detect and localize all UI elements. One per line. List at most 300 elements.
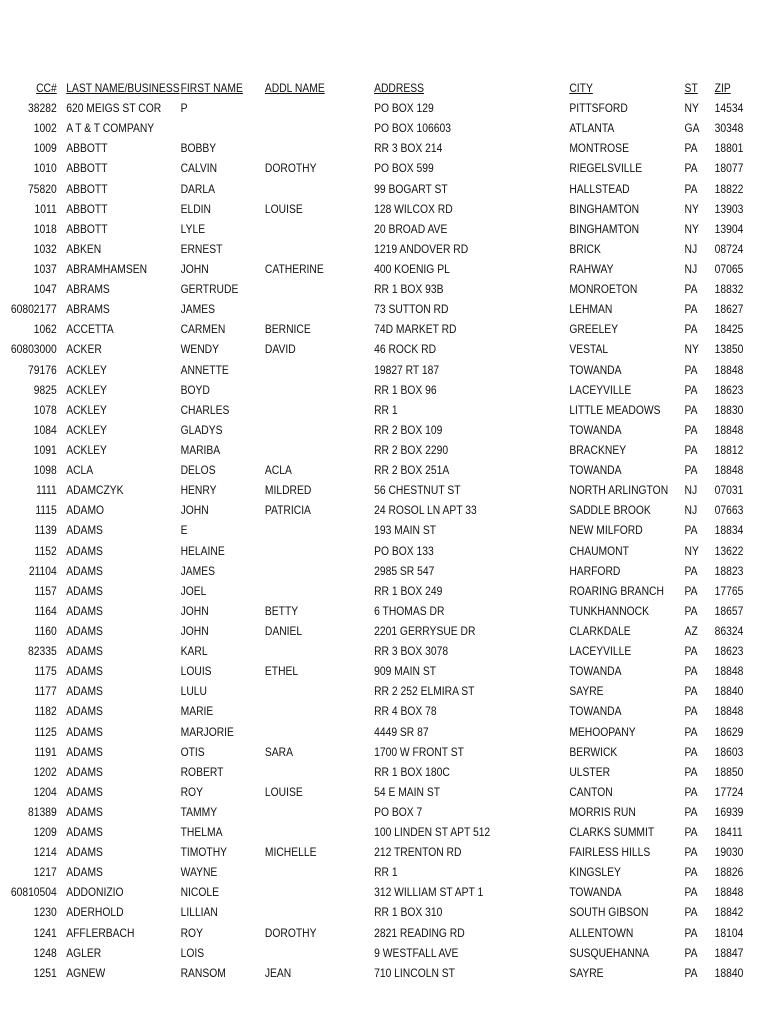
last-name-cell: ADAMS (66, 825, 103, 840)
state-cell: PA (684, 603, 698, 618)
zip-cell: 18840 (714, 684, 744, 699)
first-name-cell: ROBERT (180, 764, 224, 779)
address-cell: 128 WILCOX RD (374, 201, 453, 216)
city-cell: TOWANDA (569, 664, 622, 679)
city-cell: HARFORD (569, 563, 621, 578)
cc-cell: 82335 (28, 644, 57, 659)
cc-cell: 1125 (34, 724, 57, 739)
first-name-cell: JAMES (180, 563, 216, 578)
table-row (0, 460, 744, 480)
zip-cell: 18657 (714, 603, 744, 618)
city-cell: TOWANDA (569, 463, 622, 478)
cc-cell: 1018 (33, 221, 57, 236)
table-row (0, 98, 744, 118)
table-row (0, 762, 744, 782)
last-name-cell: ADAMS (66, 563, 103, 578)
zip-cell: 18834 (714, 523, 744, 538)
table-row (0, 882, 744, 902)
cc-cell: 1062 (33, 322, 57, 337)
last-name-cell: ADAMS (66, 704, 103, 719)
address-cell: 312 WILLIAM ST APT 1 (374, 885, 484, 900)
first-name-cell: OTIS (180, 744, 205, 759)
table-row (0, 199, 744, 219)
city-cell: TOWANDA (569, 885, 622, 900)
cc-cell: 1182 (34, 704, 57, 719)
address-cell: 19827 RT 187 (374, 362, 440, 377)
zip-cell: 07663 (714, 503, 744, 518)
state-cell: PA (684, 664, 698, 679)
last-name-cell: ABBOTT (66, 181, 108, 196)
last-name-cell: ABKEN (66, 241, 102, 256)
address-cell: RR 2 BOX 251A (374, 463, 450, 478)
header-last-name: LAST NAME/BUSINESS (66, 81, 180, 95)
state-cell: PA (684, 402, 698, 417)
zip-cell: 18425 (714, 322, 744, 337)
first-name-cell: WENDY (180, 342, 220, 357)
zip-cell: 18848 (714, 463, 744, 478)
table-row (0, 380, 744, 400)
first-name-cell: MARJORIE (180, 724, 234, 739)
address-cell: RR 3 BOX 214 (374, 141, 443, 156)
address-cell: 4449 SR 87 (374, 724, 429, 739)
address-cell: RR 1 BOX 96 (374, 382, 437, 397)
first-name-cell: ANNETTE (180, 362, 229, 377)
first-name-cell: BOBBY (180, 141, 217, 156)
last-name-cell: ADAMO (66, 503, 105, 518)
city-cell: TOWANDA (569, 704, 622, 719)
first-name-cell: JOEL (180, 583, 207, 598)
table-row (0, 943, 744, 963)
last-name-cell: ABRAMS (66, 302, 110, 317)
cc-cell: 9825 (33, 382, 57, 397)
last-name-cell: ACCETTA (66, 322, 114, 337)
last-name-cell: ACKLEY (66, 442, 107, 457)
first-name-cell: ROY (180, 925, 203, 940)
zip-cell: 18847 (714, 945, 744, 960)
address-cell: 46 ROCK RD (374, 342, 437, 357)
addl-name-cell: BERNICE (264, 322, 311, 337)
cc-cell: 60810504 (10, 885, 57, 900)
address-cell: 1700 W FRONT ST (374, 744, 464, 759)
zip-cell: 18830 (714, 402, 744, 417)
city-cell: HALLSTEAD (569, 181, 630, 196)
last-name-cell: ADAMS (66, 644, 103, 659)
table-row (0, 219, 744, 239)
addl-name-cell: JEAN (264, 965, 292, 980)
table-body (0, 98, 744, 983)
state-cell: PA (684, 965, 698, 980)
addl-name-cell: DOROTHY (264, 925, 317, 940)
cc-cell: 1111 (36, 483, 57, 498)
addl-name-cell: DAVID (264, 342, 296, 357)
first-name-cell: TIMOTHY (180, 845, 228, 860)
header-row (0, 78, 731, 98)
address-cell: RR 1 (374, 402, 398, 417)
city-cell: PITTSFORD (569, 101, 628, 116)
zip-cell: 18623 (714, 644, 744, 659)
last-name-cell: ADAMS (66, 724, 103, 739)
cc-cell: 79176 (28, 362, 57, 377)
address-cell: 2985 SR 547 (374, 563, 435, 578)
address-cell: 54 E MAIN ST (374, 784, 441, 799)
last-name-cell: ADERHOLD (66, 905, 124, 920)
city-cell: NORTH ARLINGTON (569, 483, 669, 498)
first-name-cell: BOYD (180, 382, 210, 397)
cc-cell: 1009 (33, 141, 57, 156)
state-cell: PA (684, 141, 698, 156)
cc-cell: 1157 (34, 583, 57, 598)
first-name-cell: MARIE (180, 704, 214, 719)
address-cell: PO BOX 7 (374, 804, 423, 819)
address-cell: RR 1 BOX 249 (374, 583, 443, 598)
cc-cell: 1204 (33, 784, 57, 799)
address-cell: RR 4 BOX 78 (374, 704, 437, 719)
first-name-cell: LYLE (180, 221, 206, 236)
last-name-cell: ACKLEY (66, 422, 107, 437)
zip-cell: 86324 (714, 623, 744, 638)
address-cell: 6 THOMAS DR (374, 603, 445, 618)
state-cell: PA (684, 302, 698, 317)
cc-cell: 1037 (33, 261, 57, 276)
zip-cell: 13850 (714, 342, 744, 357)
first-name-cell: THELMA (180, 825, 223, 840)
city-cell: MEHOOPANY (569, 724, 636, 739)
table-row (0, 339, 744, 359)
first-name-cell: JOHN (180, 603, 209, 618)
city-cell: BINGHAMTON (569, 201, 640, 216)
state-cell: PA (684, 422, 698, 437)
cc-cell: 1002 (33, 121, 57, 136)
last-name-cell: AFFLERBACH (66, 925, 135, 940)
state-cell: NY (684, 543, 699, 558)
table-row (0, 822, 743, 842)
zip-cell: 07031 (714, 483, 744, 498)
cc-cell: 1164 (34, 603, 57, 618)
first-name-cell: E (180, 523, 188, 538)
address-cell: PO BOX 129 (374, 101, 434, 116)
state-cell: NY (684, 101, 699, 116)
header-address: ADDRESS (374, 81, 424, 95)
city-cell: TUNKHANNOCK (569, 603, 650, 618)
city-cell: SAYRE (569, 965, 604, 980)
last-name-cell: ADAMS (66, 603, 103, 618)
table-row (0, 138, 744, 158)
table-row (0, 963, 744, 983)
first-name-cell: LOIS (180, 945, 205, 960)
cc-cell: 1251 (33, 965, 57, 980)
address-cell: 2201 GERRYSUE DR (374, 623, 476, 638)
first-name-cell: KARL (180, 644, 208, 659)
last-name-cell: ACKER (66, 342, 102, 357)
state-cell: PA (684, 362, 698, 377)
last-name-cell: ADAMS (66, 764, 103, 779)
first-name-cell: ERNEST (180, 241, 223, 256)
city-cell: SAYRE (569, 684, 604, 699)
zip-cell: 18848 (714, 664, 744, 679)
first-name-cell: ROY (180, 784, 203, 799)
city-cell: KINGSLEY (569, 865, 621, 880)
table-row (0, 259, 744, 279)
table-row (0, 158, 744, 178)
cc-cell: 1098 (33, 463, 57, 478)
zip-cell: 13622 (714, 543, 744, 558)
first-name-cell: NICOLE (180, 885, 220, 900)
cc-cell: 1241 (33, 925, 57, 940)
state-cell: PA (684, 563, 698, 578)
state-cell: PA (684, 181, 698, 196)
cc-cell: 1191 (34, 744, 57, 759)
zip-cell: 18077 (714, 161, 744, 176)
address-cell: 9 WESTFALL AVE (374, 945, 459, 960)
last-name-cell: ADAMCZYK (66, 483, 124, 498)
zip-cell: 18848 (714, 704, 744, 719)
state-cell: GA (684, 121, 700, 136)
zip-cell: 18848 (714, 885, 744, 900)
cc-cell: 1248 (33, 945, 57, 960)
cc-cell: 1047 (33, 282, 57, 297)
first-name-cell: TAMMY (180, 804, 218, 819)
header-city: CITY (569, 81, 593, 95)
table-row (0, 581, 744, 601)
city-cell: BRACKNEY (569, 442, 627, 457)
city-cell: CANTON (569, 784, 613, 799)
table-row (0, 179, 744, 199)
first-name-cell: LULU (180, 684, 207, 699)
cc-cell: 1177 (34, 684, 57, 699)
city-cell: SADDLE BROOK (569, 503, 651, 518)
zip-cell: 18812 (714, 442, 744, 457)
first-name-cell: JOHN (180, 261, 209, 276)
directory-listing (0, 78, 744, 983)
cc-cell: 1230 (33, 905, 57, 920)
state-cell: PA (684, 724, 698, 739)
address-cell: 400 KOENIG PL (374, 261, 450, 276)
zip-cell: 30348 (714, 121, 744, 136)
addl-name-cell: DANIEL (264, 623, 303, 638)
state-cell: PA (684, 925, 698, 940)
state-cell: PA (684, 644, 698, 659)
first-name-cell: GERTRUDE (180, 282, 239, 297)
address-cell: RR 2 BOX 109 (374, 422, 443, 437)
zip-cell: 17765 (714, 583, 744, 598)
address-cell: PO BOX 599 (374, 161, 434, 176)
table-row (0, 319, 744, 339)
header-state: ST (684, 81, 698, 95)
cc-cell: 1152 (34, 543, 57, 558)
zip-cell: 18627 (714, 302, 744, 317)
last-name-cell: ADAMS (66, 804, 103, 819)
zip-cell: 18826 (714, 865, 744, 880)
table-row (0, 299, 744, 319)
table-row (0, 520, 744, 540)
zip-cell: 18629 (714, 724, 744, 739)
city-cell: LACEYVILLE (569, 382, 632, 397)
last-name-cell: ADAMS (66, 744, 103, 759)
table-row (0, 541, 744, 561)
addl-name-cell: LOUISE (264, 784, 303, 799)
state-cell: PA (684, 161, 698, 176)
first-name-cell: JOHN (180, 623, 209, 638)
addl-name-cell: LOUISE (264, 201, 303, 216)
zip-cell: 18623 (714, 382, 744, 397)
address-cell: PO BOX 133 (374, 543, 434, 558)
table-row (0, 561, 744, 581)
last-name-cell: ADAMS (66, 684, 103, 699)
table-row (0, 842, 744, 862)
header-addl-name: ADDL NAME (264, 81, 325, 95)
zip-cell: 16939 (714, 804, 744, 819)
table-row (0, 440, 744, 460)
city-cell: SOUTH GIBSON (569, 905, 649, 920)
state-cell: PA (684, 382, 698, 397)
address-cell: 100 LINDEN ST APT 512 (374, 825, 491, 840)
state-cell: PA (684, 704, 698, 719)
table-row (0, 661, 744, 681)
address-cell: 2821 READING RD (374, 925, 465, 940)
table-row (0, 923, 744, 943)
city-cell: TOWANDA (569, 422, 622, 437)
state-cell: NJ (684, 503, 698, 518)
last-name-cell: AGNEW (66, 965, 106, 980)
state-cell: PA (684, 764, 698, 779)
last-name-cell: ABBOTT (66, 201, 108, 216)
state-cell: NY (684, 342, 699, 357)
last-name-cell: ABBOTT (66, 161, 108, 176)
first-name-cell: RANSOM (180, 965, 226, 980)
cc-cell: 38282 (28, 101, 57, 116)
table-row (0, 621, 744, 641)
first-name-cell: DELOS (180, 463, 216, 478)
first-name-cell: LILLIAN (180, 905, 218, 920)
cc-cell: 1078 (33, 402, 57, 417)
table-row (0, 420, 744, 440)
state-cell: PA (684, 784, 698, 799)
address-cell: 24 ROSOL LN APT 33 (374, 503, 477, 518)
state-cell: PA (684, 905, 698, 920)
address-cell: 56 CHESTNUT ST (374, 483, 461, 498)
last-name-cell: ADAMS (66, 583, 103, 598)
city-cell: CLARKS SUMMIT (569, 825, 655, 840)
last-name-cell: ABBOTT (66, 141, 108, 156)
address-cell: RR 3 BOX 3078 (374, 644, 449, 659)
address-cell: RR 2 BOX 2290 (374, 442, 449, 457)
last-name-cell: ADAMS (66, 623, 103, 638)
addl-name-cell: BETTY (264, 603, 299, 618)
cc-cell: 60803000 (10, 342, 57, 357)
address-cell: 909 MAIN ST (374, 664, 437, 679)
addl-name-cell: DOROTHY (264, 161, 317, 176)
last-name-cell: ADAMS (66, 543, 103, 558)
cc-cell: 1084 (33, 422, 57, 437)
zip-cell: 18603 (714, 744, 744, 759)
zip-cell: 13904 (714, 221, 744, 236)
last-name-cell: ACLA (66, 463, 94, 478)
state-cell: PA (684, 744, 698, 759)
state-cell: PA (684, 463, 698, 478)
city-cell: ALLENTOWN (569, 925, 634, 940)
city-cell: RAHWAY (569, 261, 614, 276)
cc-cell: 1010 (33, 161, 57, 176)
first-name-cell: HENRY (180, 483, 217, 498)
state-cell: PA (684, 804, 698, 819)
zip-cell: 17724 (714, 784, 744, 799)
header-zip: ZIP (714, 81, 731, 95)
table-row (0, 722, 744, 742)
address-cell: 193 MAIN ST (374, 523, 437, 538)
city-cell: MONROETON (569, 282, 638, 297)
last-name-cell: AGLER (66, 945, 102, 960)
cc-cell: 1160 (34, 623, 57, 638)
table-row (0, 701, 744, 721)
address-cell: 1219 ANDOVER RD (374, 241, 469, 256)
address-cell: RR 1 (374, 865, 398, 880)
last-name-cell: ADAMS (66, 845, 103, 860)
state-cell: PA (684, 945, 698, 960)
cc-cell: 21104 (28, 563, 57, 578)
last-name-cell: ABRAMHAMSEN (66, 261, 148, 276)
header-first-name: FIRST NAME (180, 81, 243, 95)
state-cell: PA (684, 442, 698, 457)
city-cell: ROARING BRANCH (569, 583, 664, 598)
addl-name-cell: PATRICIA (264, 503, 311, 518)
first-name-cell: ELDIN (180, 201, 211, 216)
city-cell: CLARKDALE (569, 623, 631, 638)
last-name-cell: 620 MEIGS ST COR (66, 101, 162, 116)
first-name-cell: HELAINE (180, 543, 225, 558)
first-name-cell: CARMEN (180, 322, 226, 337)
table-row (0, 360, 744, 380)
last-name-cell: ADAMS (66, 664, 103, 679)
last-name-cell: A T & T COMPANY (66, 121, 155, 136)
last-name-cell: ACKLEY (66, 362, 107, 377)
zip-cell: 18823 (714, 563, 744, 578)
zip-cell: 18848 (714, 362, 744, 377)
city-cell: ATLANTA (569, 121, 615, 136)
cc-cell: 60802177 (10, 302, 57, 317)
state-cell: PA (684, 282, 698, 297)
state-cell: NJ (684, 483, 698, 498)
first-name-cell: WAYNE (180, 865, 218, 880)
zip-cell: 18801 (714, 141, 744, 156)
address-cell: RR 2 252 ELMIRA ST (374, 684, 475, 699)
city-cell: MONTROSE (569, 141, 629, 156)
zip-cell: 14534 (714, 101, 744, 116)
state-cell: NJ (684, 241, 698, 256)
cc-cell: 1032 (33, 241, 57, 256)
table-row (0, 279, 744, 299)
city-cell: BRICK (569, 241, 601, 256)
cc-cell: 1091 (33, 442, 57, 457)
city-cell: TOWANDA (569, 362, 622, 377)
addl-name-cell: ACLA (264, 463, 292, 478)
addl-name-cell: CATHERINE (264, 261, 324, 276)
city-cell: NEW MILFORD (569, 523, 643, 538)
address-cell: RR 1 BOX 93B (374, 282, 444, 297)
state-cell: PA (684, 825, 698, 840)
last-name-cell: ABRAMS (66, 282, 110, 297)
state-cell: PA (684, 885, 698, 900)
zip-cell: 18104 (714, 925, 744, 940)
state-cell: NJ (684, 261, 698, 276)
address-cell: RR 1 BOX 180C (374, 764, 450, 779)
zip-cell: 08724 (714, 241, 744, 256)
state-cell: PA (684, 845, 698, 860)
table-row (0, 681, 744, 701)
city-cell: BERWICK (569, 744, 618, 759)
city-cell: RIEGELSVILLE (569, 161, 643, 176)
zip-cell: 13903 (714, 201, 744, 216)
state-cell: AZ (684, 623, 698, 638)
